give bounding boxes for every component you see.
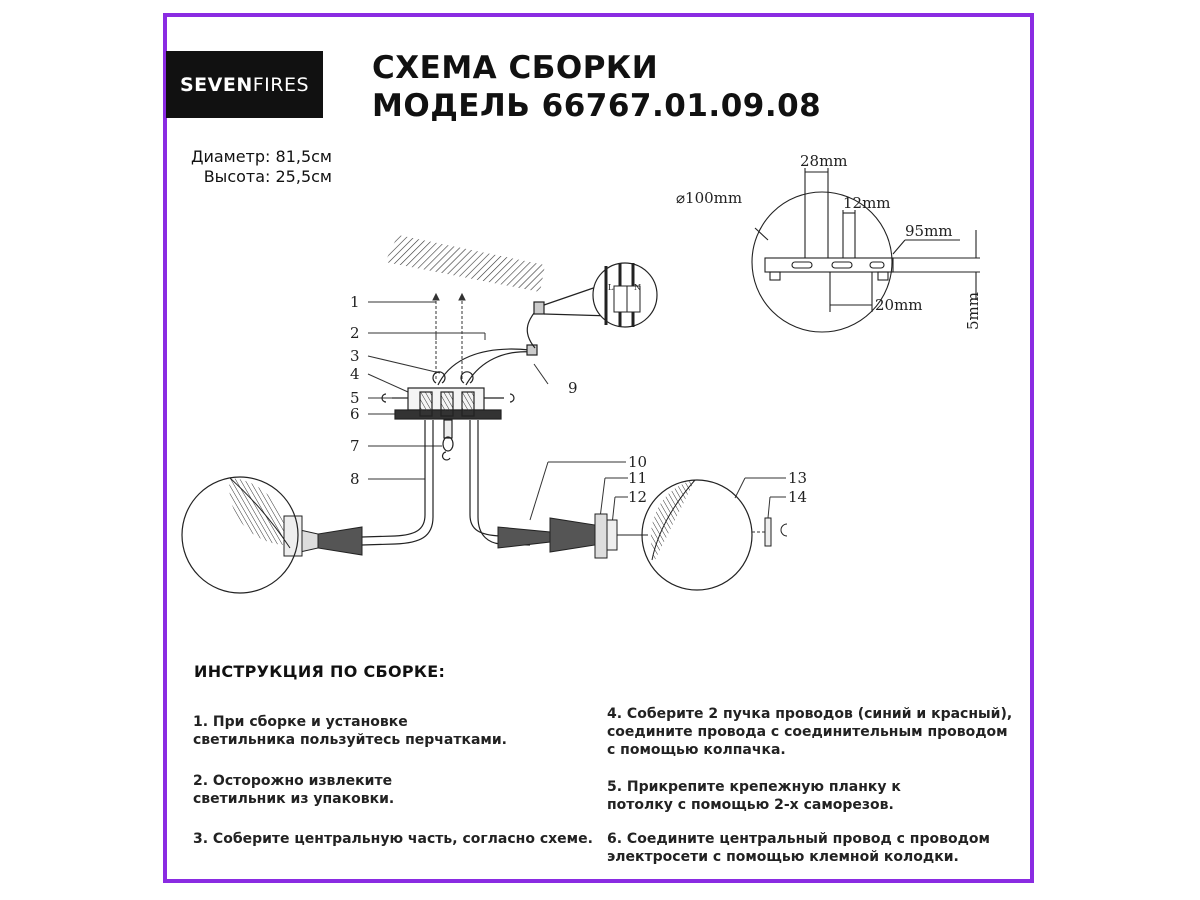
mounting-bracket [752,168,980,332]
lamp-arms [362,420,530,545]
instruction-step-1: 1. При сборке и установке светильника пользуйтесь перчатками. [193,714,507,748]
dim-95: 95mm [905,222,953,240]
logo-bold: SEVEN [179,73,253,96]
instructions-heading: ИНСТРУКЦИЯ ПО СБОРКЕ: [194,662,446,681]
instruction-step-2: 2. Осторожно извлеките светильник из упаковки. [193,773,395,807]
page-title: СХЕМА СБОРКИ [372,50,659,86]
dim-28: 28mm [800,152,848,170]
instruction-step-4: 4. Соберите 2 пучка проводов (синий и красный), соедините провода с соединительным проводом с помощью колпачка. [607,706,1013,758]
part-number-2: 2 [350,324,360,342]
part-number-4: 4 [350,365,360,383]
dim-5: 5mm [964,292,982,330]
central-body [382,284,612,460]
part-number-12: 12 [628,488,648,506]
dim-12: 12mm [843,194,891,212]
left-lamp [182,477,362,593]
instruction-step-6: 6. Соедините центральный провод с проводом электросети с помощью клемной колодки. [607,831,990,865]
part-number-13: 13 [788,469,808,487]
part-number-8: 8 [350,470,360,488]
spec-height: Высота: 25,5см [203,167,332,186]
part-number-14: 14 [788,488,808,506]
part-number-1: 1 [350,293,360,311]
part-number-9: 9 [568,379,578,397]
part-number-3: 3 [350,347,360,365]
logo-thin: FIRES [252,73,310,96]
part-number-5: 5 [350,389,360,407]
part-number-6: 6 [350,405,360,423]
terminal-label-l: L [608,283,614,292]
instruction-step-5: 5. Прикрепите крепежную планку к потолку с помощью 2-х саморезов. [607,779,901,813]
part-number-10: 10 [628,453,648,471]
ceiling-hatch [385,235,545,292]
spec-diameter: Диаметр: 81,5см [190,147,332,166]
part-number-7: 7 [350,437,360,455]
dim-diameter: ⌀100mm [676,189,743,207]
terminal-label-n: N [634,283,641,292]
dim-20: 20mm [875,296,923,314]
model-number: МОДЕЛЬ 66767.01.09.08 [372,88,822,124]
screw-arrows [433,294,465,300]
terminal-block-inset [593,263,657,327]
part-number-11: 11 [628,469,648,487]
instruction-step-3: 3. Соберите центральную часть, согласно схеме. [193,831,593,847]
